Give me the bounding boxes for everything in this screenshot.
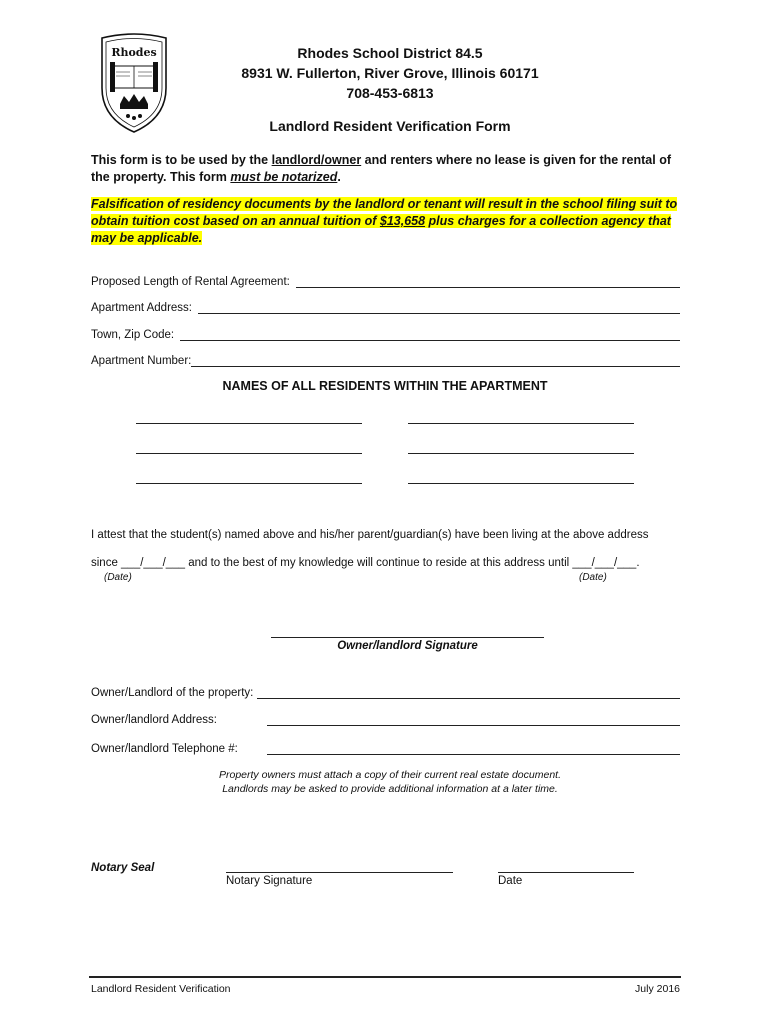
owner-address-input-line[interactable]: [267, 714, 680, 726]
resident-name-line[interactable]: [136, 483, 362, 484]
district-address: 8931 W. Fullerton, River Grove, Illinois 60171: [241, 65, 539, 81]
attestation-text: I attest that the student(s) named above and his/her parent/guardian(s) have been living at the above address: [91, 529, 649, 541]
apartment-number-field: [91, 351, 680, 367]
owner-property-input-line[interactable]: [257, 687, 680, 699]
falsification-warning: [91, 196, 691, 247]
apartment-address-label: Apartment Address:: [91, 302, 192, 314]
intro-underlined-text: landlord/owner: [271, 153, 362, 167]
owner-signature-caption: Owner/landlord Signature: [337, 640, 478, 652]
owner-property-field: [91, 683, 680, 699]
footer-form-name: Landlord Resident Verification: [91, 983, 231, 995]
additional-info-note: Landlords may be asked to provide additional information at a later time.: [222, 783, 558, 795]
start-date-label: (Date): [104, 572, 132, 583]
district-phone: 708-453-6813: [346, 85, 434, 101]
town-zip-field: [91, 325, 680, 341]
intro-text-1: This form is to be used by the: [91, 153, 272, 167]
warning-text-2: plus charges for a collection agency that may be applicable.: [91, 214, 671, 245]
footer-date: July 2016: [635, 983, 680, 995]
town-zip-label: Town, Zip Code:: [91, 329, 175, 341]
apartment-number-input-line[interactable]: [191, 355, 680, 367]
residents-heading: NAMES OF ALL RESIDENTS WITHIN THE APARTMENT: [222, 379, 548, 393]
rental-length-input-line[interactable]: [296, 276, 680, 288]
resident-name-line[interactable]: [408, 453, 634, 454]
notary-seal-label: Notary Seal: [91, 862, 155, 874]
footer-divider: [89, 976, 681, 978]
owner-telephone-input-line[interactable]: [267, 743, 680, 755]
form-title: Landlord Resident Verification Form: [269, 118, 511, 134]
resident-name-line[interactable]: [136, 423, 362, 424]
notary-signature-label: Notary Signature: [226, 875, 313, 887]
owner-property-label: Owner/Landlord of the property:: [91, 687, 254, 699]
crest-name: Rhodes: [111, 46, 157, 59]
district-name: Rhodes School District 84.5: [297, 45, 483, 61]
owner-address-label: Owner/landlord Address:: [91, 714, 217, 726]
intro-text-3: .: [337, 170, 341, 184]
rental-length-label: Proposed Length of Rental Agreement:: [91, 276, 290, 288]
end-date-label: (Date): [579, 572, 607, 583]
intro-text-2: and renters where no lease is given for the rental of the property. This form: [91, 153, 671, 184]
notary-signature-line[interactable]: [226, 872, 453, 873]
resident-name-line[interactable]: [408, 423, 634, 424]
intro-paragraph: [91, 152, 691, 186]
resident-name-line[interactable]: [136, 453, 362, 454]
apartment-number-label: Apartment Number:: [91, 355, 192, 367]
intro-emphasis-text: must be notarized: [230, 170, 338, 184]
town-zip-input-line[interactable]: [180, 329, 680, 341]
owner-telephone-field: [91, 739, 680, 755]
apartment-address-field: [91, 298, 680, 314]
residency-dates-text: since ___/___/___ and to the best of my knowledge will continue to reside at this address until ___/___/___.: [91, 557, 640, 569]
apartment-address-input-line[interactable]: [198, 302, 680, 314]
resident-name-line[interactable]: [408, 483, 634, 484]
notary-date-line[interactable]: [498, 872, 634, 873]
warning-text-1: Falsification of residency documents by the landlord or tenant will result in the school filing suit to obtain tuition cost based on an annual tuition of: [91, 197, 678, 228]
real-estate-note: Property owners must attach a copy of their current real estate document.: [219, 769, 561, 781]
owner-telephone-label: Owner/landlord Telephone #:: [91, 743, 238, 755]
owner-address-field: [91, 710, 680, 726]
owner-signature-line[interactable]: [271, 637, 544, 638]
notary-date-label: Date: [498, 875, 523, 887]
rental-length-field: [91, 272, 680, 288]
tuition-amount: $13,658: [379, 214, 426, 228]
